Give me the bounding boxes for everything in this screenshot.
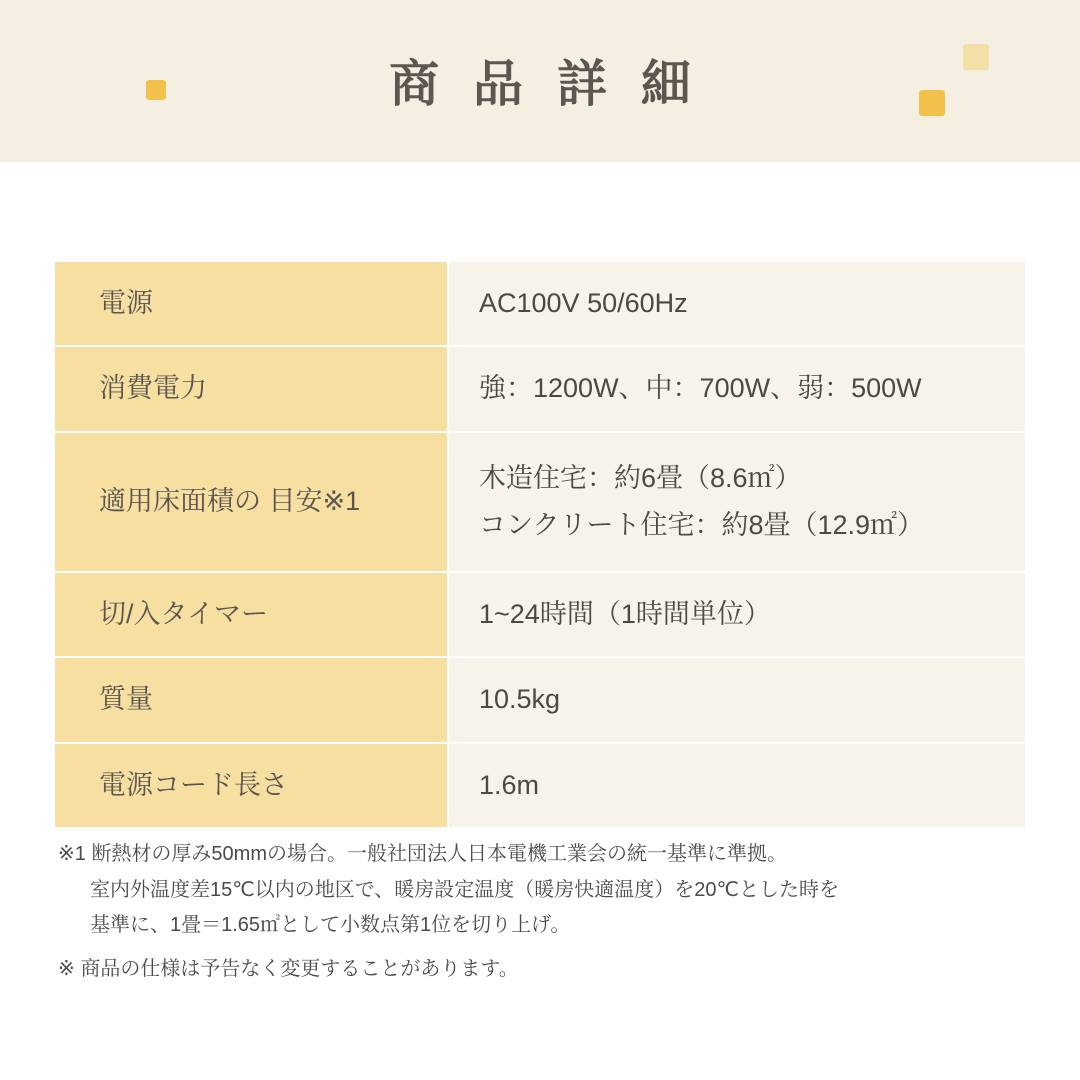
spec-value-cord-length: 1.6m xyxy=(448,743,1025,827)
spec-label-power-consumption: 消費電力 xyxy=(55,346,448,431)
footnotes xyxy=(58,838,1048,988)
table-row xyxy=(55,432,1025,573)
spec-value-timer: 1~24時間（1時間単位） xyxy=(448,572,1025,657)
spec-label-power-source: 電源 xyxy=(55,262,448,346)
spec-value-power-source: AC100V 50/60Hz xyxy=(448,262,1025,346)
table-row xyxy=(55,657,1025,742)
spec-value-power-consumption: 強：1200W、中：700W、弱：500W xyxy=(448,346,1025,431)
table-row xyxy=(55,262,1025,346)
footnote-1-line-2: 室内外温度差15℃以内の地区で、暖房設定温度（暖房快適温度）を20℃とした時を xyxy=(90,878,840,901)
spec-label-cord-length: 電源コード長さ xyxy=(55,743,448,827)
spec-value-floor-area: 木造住宅：約6畳（8.6㎡） コンクリート住宅：約8畳（12.9㎡） xyxy=(448,432,1025,573)
spec-label-timer: 切/入タイマー xyxy=(55,572,448,657)
table-row xyxy=(55,743,1025,827)
footnote-1-line-1: ※1 断熱材の厚み50mmの場合。一般社団法人日本電機工業会の統一基準に準拠。 xyxy=(58,843,788,865)
footnote-2: ※ 商品の仕様は予告なく変更することがあります。 xyxy=(58,957,519,980)
spec-value-weight: 10.5kg xyxy=(448,657,1025,742)
spec-label-weight: 質量 xyxy=(55,657,448,742)
footnote-1-line-3: 基準に、1畳＝1.65㎡として小数点第1位を切り上げ。 xyxy=(90,914,571,937)
page-title: 商 品 詳 細 xyxy=(389,56,701,112)
table-row xyxy=(55,346,1025,431)
table-row xyxy=(55,572,1025,657)
specification-table xyxy=(55,262,1025,827)
spec-label-floor-area: 適用床面積の 目安※1 xyxy=(55,432,448,573)
page-header xyxy=(0,0,1080,162)
